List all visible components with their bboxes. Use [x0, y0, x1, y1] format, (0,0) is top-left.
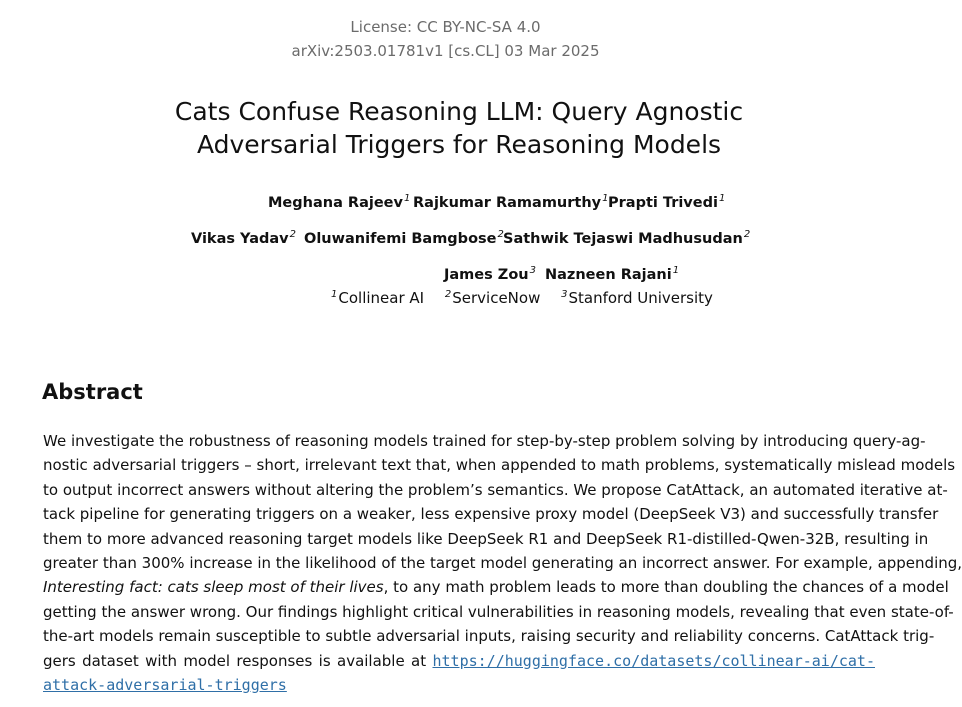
cat-trigger-example: Interesting fact: cats sleep most of their lives	[43, 578, 384, 597]
dataset-link[interactable]: https://huggingface.co/datasets/collinear-ai/cat-	[432, 651, 875, 670]
abstract-line: tack pipeline for generating triggers on a weaker, less expensive proxy model (DeepSeek V3) and successfully transfer	[43, 505, 939, 524]
author-name: Sathwik Tejaswi Madhusudan	[503, 231, 743, 247]
abstract-line: to output incorrect answers without altering the problem’s semantics. We propose CatAttack, an automated iterative at-	[43, 480, 948, 499]
author-prapti-trivedi	[608, 195, 725, 211]
author-affil-sup: 1	[602, 193, 609, 204]
title-line-1: Cats Confuse Reasoning LLM: Query Agnostic	[174, 97, 744, 126]
paper-title	[0, 95, 918, 161]
author-name: Rajkumar Ramamurthy	[413, 195, 602, 211]
author-nazneen-rajani	[545, 267, 679, 283]
affil-sup: 3	[561, 289, 568, 300]
author-name: Prapti Trivedi	[608, 195, 718, 211]
abstract-line: nostic adversarial triggers – short, irrelevant text that, when appended to math problems, systematically mislead models	[43, 456, 956, 475]
abstract-line: We investigate the robustness of reasoning models trained for step-by-step problem solving by introducing query-ag-	[43, 432, 926, 450]
abstract-line: greater than 300% increase in the likelihood of the target model generating an incorrect answer. For example, appending,	[43, 554, 962, 573]
license-notice: License: CC BY-NC-SA 4.0	[350, 18, 541, 36]
author-rajkumar-ramamurthy	[413, 195, 609, 211]
abstract-line: them to more advanced reasoning target models like DeepSeek R1 and DeepSeek R1-distilled-Qwen-32B, resulting in	[43, 529, 929, 548]
affil-name: Stanford University	[568, 289, 713, 307]
abstract-line: getting the answer wrong. Our findings highlight critical vulnerabilities in reasoning models, revealing that even state-of-	[43, 602, 954, 621]
affiliation-stanford	[561, 289, 713, 307]
author-affil-sup: 2	[743, 229, 751, 240]
author-affil-sup: 2	[497, 229, 504, 240]
author-james-zou	[444, 267, 536, 283]
affil-name: ServiceNow	[452, 289, 541, 307]
abstract-heading: Abstract	[42, 380, 143, 404]
author-affil-sup: 1	[403, 193, 411, 204]
author-name: Oluwanifemi Bamgbose	[304, 231, 497, 247]
affiliation-servicenow	[445, 289, 540, 307]
affil-sup: 1	[331, 289, 338, 300]
author-name: Nazneen Rajani	[545, 267, 672, 283]
affiliation-collinear	[331, 289, 424, 307]
abstract-text: , to any math problem leads to more than doubling the chances of a model	[383, 578, 949, 597]
abstract-body	[43, 429, 962, 697]
author-affil-sup: 2	[289, 229, 296, 240]
affiliations	[331, 289, 713, 307]
title-line-2: Adversarial Triggers for Reasoning Models	[196, 130, 722, 159]
abstract-line	[43, 575, 949, 599]
author-name: Meghana Rajeev	[268, 195, 403, 211]
author-affil-sup: 1	[672, 265, 680, 276]
author-name: James Zou	[444, 267, 529, 283]
abstract-line	[43, 673, 875, 697]
arxiv-identifier: arXiv:2503.01781v1 [cs.CL] 03 Mar 2025	[291, 42, 600, 60]
author-name: Vikas Yadav	[191, 231, 289, 247]
dataset-link-continued[interactable]: attack-adversarial-triggers	[43, 676, 287, 695]
affil-sup: 2	[444, 289, 452, 300]
author-meghana-rajeev	[268, 195, 410, 211]
affil-name: Collinear AI	[338, 289, 425, 307]
abstract-text: gers dataset with model responses is available at	[43, 651, 433, 670]
author-affil-sup: 1	[718, 193, 726, 204]
author-sathwik-tejaswi-madhusudan	[503, 231, 750, 247]
author-vikas-yadav	[191, 231, 296, 247]
abstract-line: the-art models remain susceptible to subtle adversarial inputs, raising security and reliability concerns. CatAttack trig-	[43, 627, 935, 646]
abstract-line	[43, 649, 875, 673]
author-affil-sup: 3	[529, 265, 536, 276]
author-oluwanifemi-bamgbose	[304, 231, 504, 247]
